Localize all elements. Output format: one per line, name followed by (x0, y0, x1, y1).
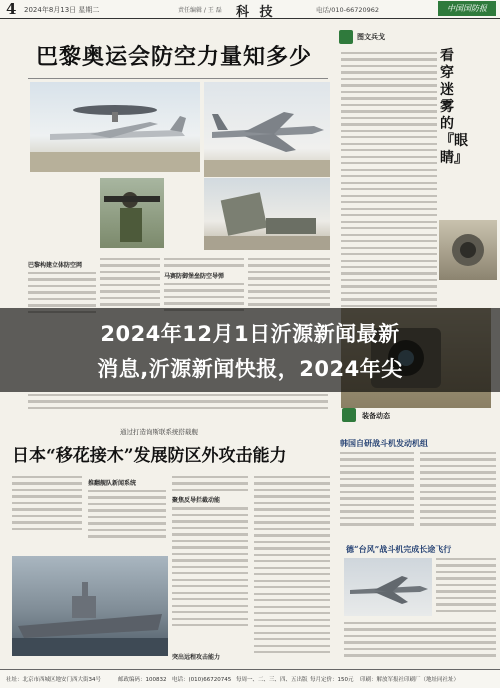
typhoon-jet-photo (344, 558, 432, 616)
banner-line-2: 消息,沂源新闻快报，2024年尖 (97, 357, 403, 381)
equipment-col-4 (344, 622, 496, 661)
footer-printer: 印刷：解放军报社印刷厂（地址同社址） (360, 677, 460, 683)
second-subhead-3: 突出远程攻击能力 (172, 654, 221, 661)
main-col-3 (248, 258, 330, 310)
section-phone: 电话/010-66720962 (316, 6, 380, 14)
banner-line-1: 2024年12月1日沂源新闻最新 (100, 322, 400, 346)
equipment-col-3 (436, 558, 496, 616)
second-col-4 (254, 476, 330, 658)
second-article-title: 日本“移花接木”发展防区外攻击能力 (12, 446, 287, 466)
footer-phone: 电话：(010)66720745 (172, 677, 232, 683)
second-col-1 (12, 476, 82, 534)
fighter-jet-photo (204, 82, 330, 177)
second-subhead-1: 推翻舰队新闻系统 (88, 480, 137, 487)
awacs-aircraft-photo (30, 82, 200, 172)
main-col-2 (164, 258, 244, 315)
second-subhead-3-block (172, 650, 330, 666)
right-text-block (341, 52, 437, 318)
footer-address: 社址：北京市西城区地安门西大街34号 (6, 677, 101, 683)
warship-photo (12, 556, 168, 656)
equipment-badge-icon (342, 408, 356, 422)
second-col-2 (88, 476, 166, 542)
footer-schedule: 每周一、二、三、四、五出版 (236, 677, 308, 683)
right-section-label: 图文兵戈 (357, 33, 385, 41)
newspaper-logo: 中国国防报 (438, 1, 496, 16)
equipment-headline-1: 韩国自研战斗机发动机组 (340, 438, 428, 448)
footer-postcode: 邮政编码：100832 (118, 677, 167, 683)
section-badge-icon (339, 30, 353, 44)
second-article-kicker: 通过打造询斯联系统搭载舰 (120, 428, 198, 436)
main-subhead-2: 马赛防御堡垒防空导弹 (164, 272, 225, 280)
section-title: 科 技 (236, 5, 276, 20)
air-defense-system-photo (204, 178, 330, 250)
editor-credit: 责任编辑 / 王 磊 (178, 7, 222, 14)
overlay-headline-banner (0, 308, 500, 392)
equipment-section-label: 装备动态 (362, 412, 390, 420)
issue-date: 2024年8月13日 星期二 (24, 6, 100, 14)
main-article-tail (28, 394, 328, 416)
page-footer (0, 669, 500, 688)
equipment-col-1 (340, 452, 414, 530)
equipment-col-2 (420, 452, 496, 530)
right-feature-title: 看穿迷雾的『眼睛』 (440, 48, 468, 166)
main-col-a (100, 258, 160, 310)
equipment-headline-2: 德“台风”战斗机完成长途飞行 (346, 544, 452, 554)
page-number: 4 (6, 0, 17, 18)
main-subhead-1: 巴黎构建立体防空网 (28, 262, 83, 269)
title-divider (28, 78, 328, 79)
main-article-title: 巴黎奥运会防空力量知多少 (36, 44, 313, 70)
footer-price: 每月定价：150元 (310, 677, 354, 683)
sensor-equipment-photo (439, 220, 497, 280)
page-header (0, 0, 500, 19)
second-subhead-2: 聚焦反导拦截动能 (172, 497, 221, 505)
second-col-3 (172, 476, 248, 631)
soldier-missile-photo (100, 178, 164, 248)
